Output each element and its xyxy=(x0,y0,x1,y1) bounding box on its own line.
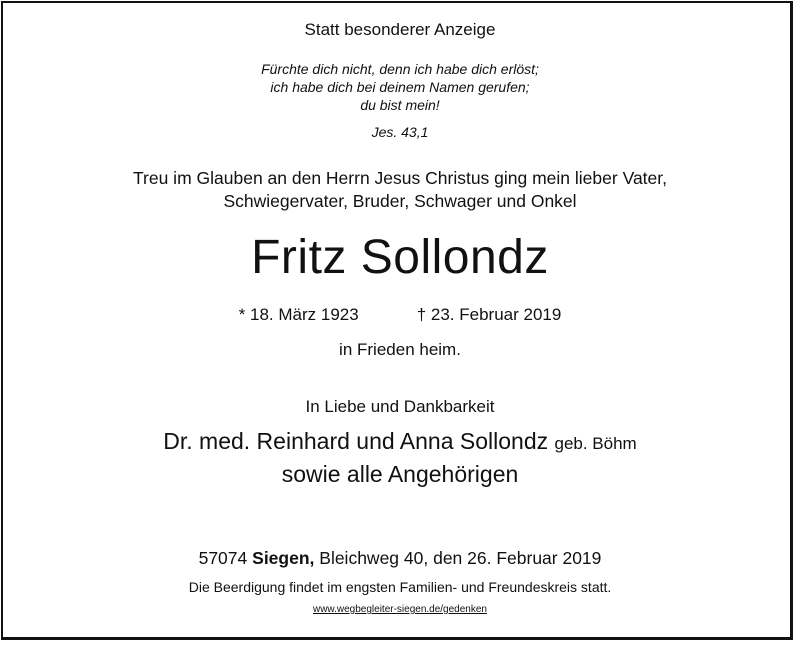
memorial-url xyxy=(0,604,800,615)
mourners-intro: In Liebe und Dankbarkeit xyxy=(305,397,495,416)
relatives-line: sowie alle Angehörigen xyxy=(281,461,519,487)
maiden-name: geb. Böhm xyxy=(554,434,637,453)
birth-date: * 18. März 1923 xyxy=(238,305,359,324)
verse-line-2: ich habe dich bei deinem Namen gerufen; xyxy=(270,79,530,95)
verse-line-3: du bist mein! xyxy=(360,97,440,113)
city: Siegen, xyxy=(252,548,315,568)
mourners-names-text: Dr. med. Reinhard und Anna Sollondz xyxy=(163,428,549,454)
notice-header: Statt besonderer Anzeige xyxy=(304,20,496,39)
funeral-note: Die Beerdigung findet im engsten Familien- und Freundeskreis statt. xyxy=(188,579,612,595)
mourners-names xyxy=(0,428,800,455)
verse-line-1: Fürchte dich nicht, denn ich habe dich erlöst; xyxy=(261,61,539,77)
memorial-link[interactable]: www.wegbegleiter-siegen.de/gedenken xyxy=(312,604,487,615)
postcode: 57074 xyxy=(198,548,248,568)
death-date: † 23. Februar 2019 xyxy=(416,305,562,324)
verse-reference: Jes. 43,1 xyxy=(371,124,429,140)
life-dates xyxy=(0,305,800,325)
deceased-name: Fritz Sollondz xyxy=(251,231,549,284)
address-date: Bleichweg 40, den 26. Februar 2019 xyxy=(319,548,602,568)
location-date-line xyxy=(0,548,800,569)
intro-line-2: Schwiegervater, Bruder, Schwager und Onkel xyxy=(223,191,577,211)
peace-line: in Frieden heim. xyxy=(339,340,461,359)
intro-line-1: Treu im Glauben an den Herrn Jesus Christus ging mein lieber Vater, xyxy=(132,168,667,188)
